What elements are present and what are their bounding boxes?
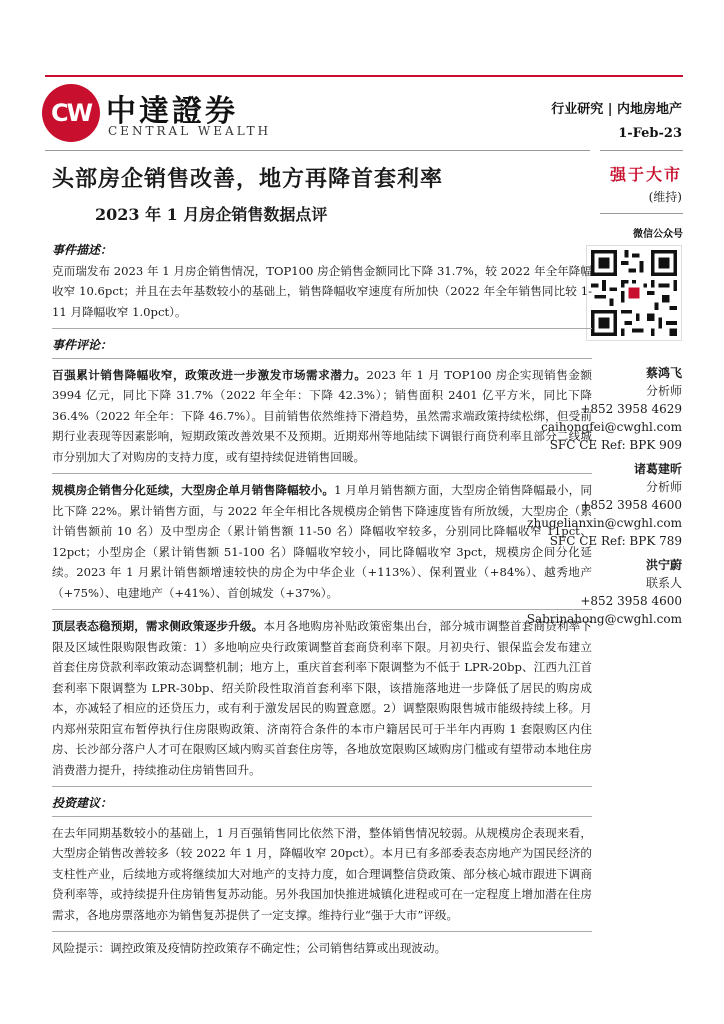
- analyst-role: 分析师: [645, 384, 682, 398]
- section-divider: [52, 816, 592, 817]
- logo-english-name: CENTRAL WEALTH: [108, 124, 272, 138]
- section-divider: [52, 473, 592, 474]
- rating-status: (维持): [648, 190, 682, 204]
- top-red-rule: [45, 75, 683, 77]
- comment-text-3: 本月各地购房补贴政策密集出台，部分城市调整首套商贷利率下限及区域性限购限售政策：1）多地响应央行政策调整首套商贷利率下限。月初央行、银保监会发布建立首套住房贷款利率政策动态调整机制；地方上，重庆首套利率下限调整为不低于 LPR-20bp、江西九江首套利率下限调整为 LPR-30bp、绍关阶段性取消首套利率下限，该措施落地进一步降低了居民的购房成本，亦减轻了相应的还贷压力，或有利于激发居民的购置意愿。2）调整限购限售城市能级持续上移。月内郑州荥阳宣布暂停执行住房限购政策、济南符合条件的本市户籍居民可于半年内再购 1 套限购区内住房、长沙部分落户人才可在限购区域内购买首套住房等，各地放宽限购区域购房门槛或有望带动本地住房消费潜力提升，持续推动住房销售回升。: [52, 619, 592, 777]
- report-type: 行业研究 | 内地房地产: [551, 102, 682, 117]
- analyst-name: 洪宁蔚: [645, 558, 682, 572]
- investment-suggestion: 在去年同期基数较小的基础上，1 月百强销售同比依然下滑，整体销售情况较弱。从规模房企表现来看，大型房企销售改善较多（较 2022 年 1 月，降幅收窄 20pct）。本月已有多部委表态房地产为国民经济的支柱性产业，后续地方或将继续加大对地产的支持力度，如合理调整信贷政策、部分核心城市跟进下调商贷利率等，或持续提升住房销售复苏动能。另外我国加快推进城镇化进程或可在一定程度上增加潜在住房需求，各地房票落地亦为销售复苏提供了一定支撑。维持行业“强于大市”评级。: [52, 825, 592, 922]
- section-divider: [52, 931, 592, 932]
- risk-warning: 风险提示：调控政策及疫情防控政策存不确定性；公司销售结算或出现波动。: [52, 941, 447, 955]
- report-title: 头部房企销售改善，地方再降首套利率: [52, 166, 444, 192]
- qr-label: 微信公众号: [633, 229, 683, 240]
- header-divider-right: [600, 150, 683, 151]
- report-body: [52, 238, 592, 959]
- comment-text-2: 1 月单月销售额方面，大型房企销售降幅最小，同比下降 22%。累计销售方面，与 2022 年全年相比各规模房企销售下降速度皆有所放缓，大型房企（累计销售额前 10 名）及中型房企（累计销售额 11-50 名）降幅收窄较多，分别同比降幅收窄 11pct、12pct；小型房企（累计销售额 51-100 名）降幅收窄较小，同比降幅收窄 3pct，规模房企间分化延续。2023 年 1 月累计销售额增速较快的房企为中华企业（+113%）、保利置业（+84%）、越秀地产（+75%）、电建地产（+41%）、首创城发（+37%）。: [52, 483, 592, 600]
- analyst-email[interactable]: zhugelianxin@cwghl.com: [527, 516, 682, 530]
- sidebar: [600, 225, 683, 240]
- comment-paragraph-3: [52, 616, 592, 780]
- event-description: 克而瑞发布 2023 年 1 月房企销售情况，TOP100 房企销售金额同比下降 31.7%，较 2022 年全年降幅收窄 10.6pct；并且在去年基数较小的基础上，销售降幅收窄速度有所加快（2022 年全年销售同比较 1-11 月降幅收窄 1.0pct）。: [52, 263, 592, 319]
- qr-code-icon: [586, 245, 682, 341]
- analyst-email[interactable]: Sabrinahong@cwghl.com: [526, 612, 682, 626]
- company-logo: [42, 84, 272, 144]
- comment-lead-2: 规模房企销售分化延续，大型房企单月销售降幅较小。: [52, 483, 335, 497]
- header-divider: [45, 150, 590, 151]
- report-subtitle: 2023 年 1 月房企销售数据点评: [95, 205, 328, 224]
- analyst-name: 蔡鸿飞: [645, 366, 682, 380]
- section-heading-suggestion: 投资建议：: [52, 796, 113, 810]
- comment-paragraph-1: [52, 365, 592, 468]
- analyst-phone: +852 3958 4629: [580, 402, 682, 416]
- section-divider: [52, 609, 592, 610]
- comment-paragraph-2: [52, 480, 592, 603]
- analyst-phone: +852 3958 4600: [580, 498, 682, 512]
- comment-lead-1: 百强累计销售降幅收窄，政策改进一步激发市场需求潜力。: [52, 367, 367, 382]
- rating-label: 强于大市: [609, 165, 682, 184]
- section-divider: [52, 786, 592, 787]
- section-heading-comment: 事件评论：: [52, 338, 113, 352]
- comment-lead-3: 顶层表态稳预期，需求侧政策逐步升级。: [52, 619, 264, 633]
- rating-divider: [600, 213, 683, 214]
- logo-mark: CW: [50, 99, 92, 127]
- analyst-sfc-ref: SFC CE Ref: BPK 909: [549, 438, 682, 452]
- analyst-role: 分析师: [645, 480, 682, 494]
- section-divider: [52, 358, 592, 359]
- analyst-name: 诸葛建昕: [633, 462, 682, 476]
- comment-text-1: 2023 年 1 月 TOP100 房企实现销售金额 3994 亿元，同比下降 31.7%（2022 年全年：下降 42.3%）；销售面积 2401 亿平方米，同比下降 36.4%（2022 年全年：下降 46.7%）。目前销售依然维持下滑趋势，虽然需求端政策持续松绑，但受前期行业表现等因素影响，短期政策改善效果不及预期。近期郑州等地陆续下调银行商贷利率且部分二线城市分别加大了对购房的支持力度，或有望持续促进销售回暖。: [52, 367, 592, 464]
- section-divider: [52, 328, 592, 329]
- section-heading-event: 事件描述：: [52, 243, 113, 257]
- analyst-role: 联系人: [645, 576, 682, 590]
- analyst-sfc-ref: SFC CE Ref: BPK 789: [549, 534, 682, 548]
- report-date: 1-Feb-23: [618, 126, 682, 141]
- analyst-email[interactable]: caihongfei@cwghl.com: [541, 420, 682, 434]
- logo-chinese-name: 中達證券: [106, 94, 238, 129]
- analyst-phone: +852 3958 4600: [580, 594, 682, 608]
